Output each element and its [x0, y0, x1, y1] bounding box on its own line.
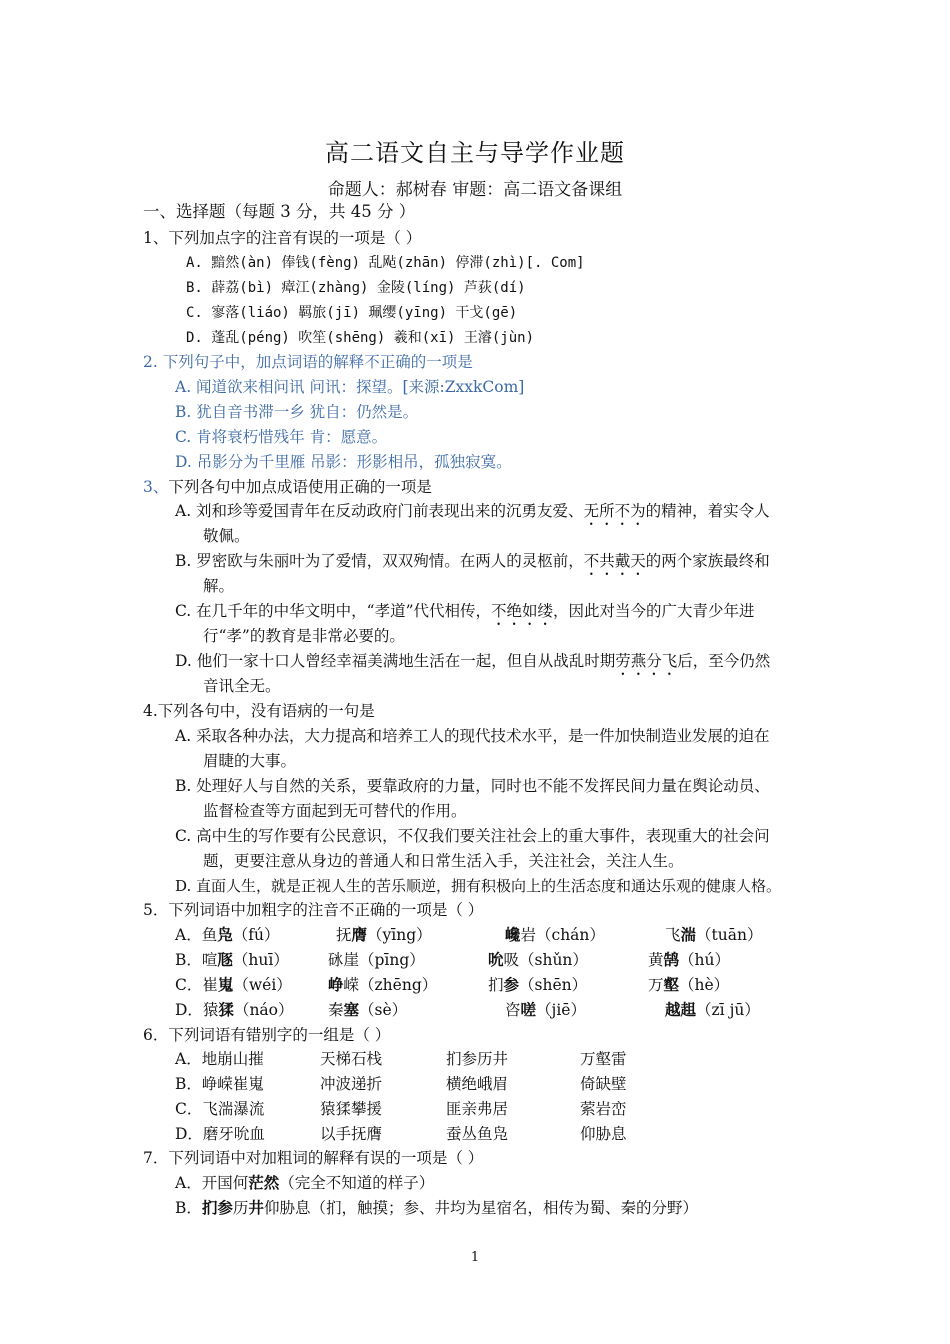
q6-b-4: 倚缺壁 — [580, 1075, 627, 1093]
question-7-stem: 7．下列词语中对加粗词的解释有误的一项是（ ） — [143, 1149, 484, 1167]
question-1-option-c: C. 寥落(liáo) 羁旅(jī) 珮缨(yīng) 干戈(gē) — [186, 305, 518, 321]
q6-c-1: C．飞湍瀑流 — [175, 1100, 265, 1118]
q6-a-4: 万壑雷 — [580, 1050, 627, 1068]
question-7-option-b: B．扪参历井仰胁息（扪，触摸；参、井均为星宿名，相传为蜀、秦的分野） — [175, 1198, 698, 1217]
q6-d-2: 以手抚膺 — [320, 1125, 383, 1143]
option-text: D. 他们一家十口人曾经幸福美满地生活在一起，但自从战乱时期 — [175, 652, 616, 670]
question-3-option-b-cont: 解。 — [203, 577, 235, 595]
q6-c-4: 萦岩峦 — [580, 1100, 627, 1118]
q6-d-4: 仰胁息 — [580, 1125, 627, 1143]
question-4-option-b-cont: 监督检查等方面起到无可替代的作用。 — [203, 802, 467, 820]
q6-d-1: D．磨牙吮血 — [175, 1125, 265, 1143]
q5-c-2: 峥嵘（zhēng） — [328, 975, 438, 994]
q6-d-3: 蚕丛鱼凫 — [446, 1125, 509, 1143]
q6-b-1: B．峥嵘崔嵬 — [175, 1075, 264, 1093]
q6-c-3: 匪亲弗居 — [446, 1100, 509, 1118]
question-4-option-a: A. 采取各种办法，大力提高和培养工人的现代技术水平，是一件加快制造业发展的迫在 — [175, 727, 770, 745]
question-4-option-d: D. 直面人生，就是正视人生的苦乐顺逆，拥有积极向上的生活态度和通达乐观的健康人格。 — [175, 877, 782, 895]
question-2-option-a: A. 闻道欲来相问讯 问讯：探望。[来源:ZxxkCom] — [175, 378, 525, 396]
section-heading: 一、选择题（每题 3 分，共 45 分 ） — [143, 202, 416, 221]
page-title: 高二语文自主与导学作业题 — [325, 139, 625, 167]
q5-c-1: C．崔嵬（wéi） — [175, 975, 292, 994]
q6-c-2: 猿猱攀援 — [320, 1100, 383, 1118]
option-text: C. 在几千年的中华文明中，“孝道”代代相传， — [175, 602, 492, 620]
q5-a-1: A．鱼凫（fú） — [175, 925, 280, 944]
question-1-option-a: A. 黯然(àn) 俸钱(fèng) 乱飐(zhān) 停滞(zhì)[. Com] — [186, 255, 585, 271]
question-5-stem: 5．下列词语中加粗字的注音不正确的一项是（ ） — [143, 901, 484, 919]
question-3-text: 下列各句中加点成语使用正确的一项是 — [168, 478, 432, 496]
question-1-option-b: B. 薜荔(bì) 瘴江(zhàng) 金陵(líng) 芦荻(dí) — [186, 280, 526, 296]
question-3-option-d-cont: 音讯全无。 — [203, 677, 281, 695]
q5-d-3: 咨嗟（jiē） — [505, 1000, 586, 1019]
option-text: A. 刘和珍等爱国青年在反动政府门前表现出来的沉勇友爱、 — [175, 502, 584, 520]
q5-b-4: 黄鹄（hú） — [648, 950, 730, 969]
dotted-idiom: 无所不为 — [583, 502, 646, 520]
q6-a-2: 天梯石栈 — [320, 1050, 383, 1068]
q6-a-1: A．地崩山摧 — [175, 1050, 264, 1068]
byline: 命题人：郝树春 审题：高二语文备课组 — [327, 180, 623, 200]
dotted-idiom: 不绝如缕 — [491, 602, 554, 620]
q5-a-4: 飞湍（tuān） — [665, 925, 763, 944]
question-3-option-c-cont: 行“孝”的教育是非常必要的。 — [203, 627, 405, 645]
q5-a-3: 巉岩（chán） — [505, 925, 605, 944]
q5-c-3: 扪参（shēn） — [488, 975, 588, 994]
question-3-option-a — [175, 501, 770, 529]
question-2-option-b: B. 犹自音书滞一乡 犹自：仍然是。 — [175, 403, 419, 421]
question-4-option-a-cont: 眉睫的大事。 — [203, 752, 297, 770]
option-text: 后，至今仍然 — [677, 652, 771, 670]
option-text: 的精神，着实令人 — [645, 502, 770, 520]
q5-d-4: 越趄（zī jū） — [665, 1000, 760, 1019]
q5-a-2: 抚膺（yīng） — [336, 925, 432, 944]
q6-b-3: 横绝峨眉 — [446, 1075, 509, 1093]
question-1-option-d: D. 蓬乱(péng) 吹笙(shēng) 羲和(xī) 王濬(jùn) — [186, 330, 535, 346]
page-number: 1 — [470, 1250, 480, 1265]
question-2-option-d: D. 吊影分为千里雁 吊影：形影相吊，孤独寂寞。 — [175, 453, 512, 471]
dotted-idiom: 不共戴天 — [583, 552, 646, 570]
question-2-stem: 2. 下列句子中，加点词语的解释不正确的一项是 — [143, 353, 473, 371]
question-6-stem: 6．下列词语有错别字的一组是（ ） — [143, 1026, 391, 1044]
question-3-option-a-cont: 敬佩。 — [203, 527, 250, 545]
question-3-option-d — [175, 651, 770, 679]
question-1-stem: 1、下列加点字的注音有误的一项是（ ） — [143, 229, 422, 247]
question-4-option-c-cont: 题，更要注意从身边的普通人和日常生活入手，关注社会，关注人生。 — [203, 852, 684, 870]
q5-d-1: D．猿猱（náo） — [175, 1000, 294, 1019]
question-7-option-a: A．开国何茫然（完全不知道的样子） — [175, 1173, 435, 1192]
question-3-number: 3、 — [143, 478, 169, 496]
q5-c-4: 万壑（hè） — [648, 975, 730, 994]
q5-b-1: B．喧豗（huī） — [175, 950, 289, 969]
option-text: ，因此对当今的广大青少年进 — [553, 602, 755, 620]
q5-b-3: 吮吸（shǔn） — [488, 950, 588, 969]
question-4-option-c: C. 高中生的写作要有公民意识，不仅我们要关注社会上的重大事件，表现重大的社会问 — [175, 827, 770, 845]
q6-a-3: 扪参历井 — [446, 1050, 509, 1068]
question-3-option-c — [175, 601, 755, 629]
question-4-stem: 4.下列各句中，没有语病的一句是 — [143, 702, 375, 720]
question-3-stem — [143, 477, 432, 497]
question-2-option-c: C. 肯将衰朽惜残年 肯：愿意。 — [175, 428, 388, 446]
question-4-option-b: B. 处理好人与自然的关系，要靠政府的力量，同时也不能不发挥民间力量在舆论动员、 — [175, 777, 770, 795]
q6-b-2: 冲波递折 — [320, 1075, 383, 1093]
q5-b-2: 砯崖（pīng） — [328, 951, 425, 969]
question-3-option-b — [175, 551, 770, 579]
dotted-idiom: 劳燕分飞 — [615, 652, 678, 670]
option-text: 的两个家族最终和 — [645, 552, 770, 570]
option-text: B. 罗密欧与朱丽叶为了爱情，双双殉情。在两人的灵柩前， — [175, 552, 584, 570]
q5-d-2: 秦塞（sè） — [328, 1000, 408, 1019]
